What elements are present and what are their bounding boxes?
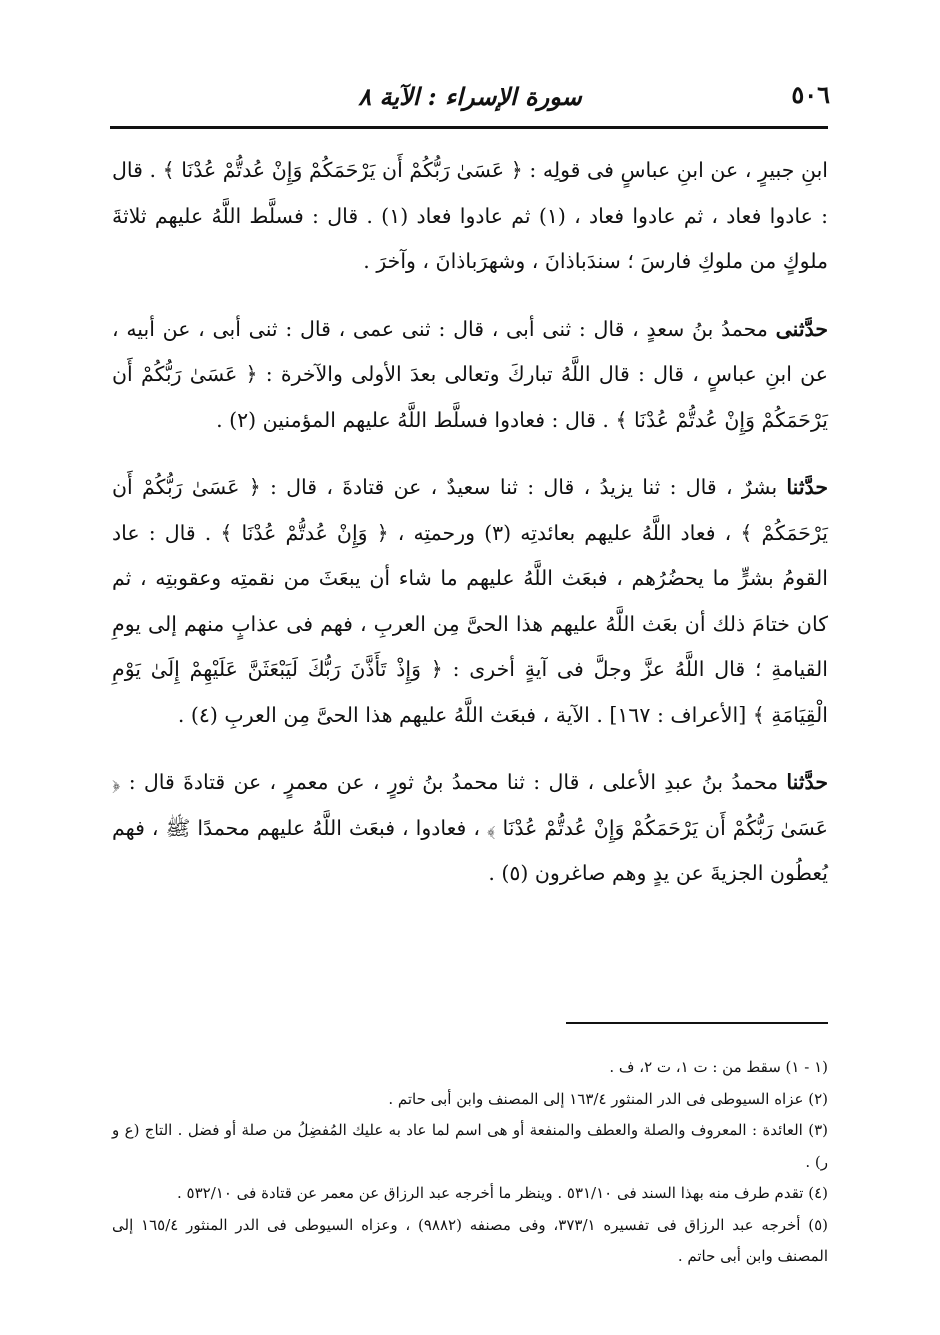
paragraph-lead: حدَّثنا [786,770,828,794]
footnote: (١ - ١) سقط من : ت ١، ت ٢، ف . [609,1058,828,1076]
paragraph [112,465,828,738]
paragraph-lead: حدَّثنى [775,316,828,341]
footnotes [112,1052,828,1273]
header-rule [110,126,828,129]
footnote: (٥) أخرجه عبد الرزاق فى تفسيره ٣٧٣/١، وفى مصنفه (٩٨٨٢) ، وعزاه السيوطى فى الدر المنثور ١٦٥/٤ إلى المصنف وابن أبى حاتم . [112,1215,828,1265]
running-title: سورة الإسراء : الآية ٨ [358,82,582,111]
paragraph-text: ابنِ جبيرٍ ، عن ابنِ عباسٍ فى قولِه : ﴿ عَسَىٰ رَبُّكُمْ أَن يَرْحَمَكُمْ وَإِنْ عُدتُّمْ عُدْنَا ﴾ . قال : عادوا فعاد ، ثم عادوا فعاد ، (١) ثم عادوا فعاد (١) . قال : فسلَّط اللَّهُ عليهم ثلاثةَ ملوكٍ من ملوكِ فارسَ ؛ سندَباذانَ ، وشهرَباذانَ ، وآخرَ . [112,158,829,273]
main-text [112,148,828,919]
paragraph [112,148,828,285]
footnote: (٣) العائدة : المعروف والصلة والعطف والمنفعة أو هى اسم لما عاد به عليك المُفضِلُ من صلة أو فضل . التاج (ع و ر) . [112,1121,828,1171]
paragraph-text: محمدُ بنُ عبدِ الأعلى ، قال : ثنا محمدُ بنُ ثورٍ ، عن معمرٍ ، عن قتادةَ قال : ﴿ عَسَىٰ رَبُّكُمْ أَن يَرْحَمَكُمْ وَإِنْ عُدتُّمْ عُدْنَا ﴾ ، فعادوا ، فبعَث اللَّهُ عليهم محمدًا ﷺ ، فهم يُعطُون الجزيةَ عن يدٍ وهم صاغرون (٥) . [112,770,828,885]
footnote: (٢) عزاه السيوطى فى الدر المنثور ١٦٣/٤ إلى المصنف وابن أبى حاتم . [388,1089,828,1108]
page-header [110,80,830,120]
paragraph-lead: حدَّثنا [786,475,828,499]
paragraph [112,307,828,444]
footnote: (٤) تقدم طرف منه بهذا السند فى ٥٣١/١٠ . وينظر ما أخرجه عبد الرزاق عن معمر عن قتادة فى ٥٣٢/١٠ . [177,1184,828,1202]
paragraph-text: بشرٌ ، قال : ثنا يزيدُ ، قال : ثنا سعيدٌ ، عن قتادةَ ، قال : ﴿ عَسَىٰ رَبُّكُمْ أَن يَرْحَمَكُمْ ﴾ ، فعاد اللَّهُ عليهم بعائدتِه (٣) ورحمتِه ، ﴿ وَإِنْ عُدتُّمْ عُدْنَا ﴾ . قال : عاد القومُ بشرٍّ ما يحضُرُهم ، فبعَث اللَّهُ عليهم ما شاء أن يبعَثَ من نقمتِه وعقوبتِه ، ثم كان ختامَ ذلك أن بعَث اللَّهُ عليهم هذا الحىَّ مِن العربِ ، فهم فى عذابٍ منهم إلى يومِ القيامةِ ؛ قال اللَّهُ عزَّ وجلَّ فى آيةٍ أخرى : ﴿ وَإِذْ تَأَذَّنَ رَبُّكَ لَيَبْعَثَنَّ عَلَيْهِمْ إِلَىٰ يَوْمِ الْقِيَامَةِ ﴾ [الأعراف : ١٦٧] . الآية ، فبعَث اللَّهُ عليهم هذا الحىَّ مِن العربِ (٤) . [112,475,828,727]
paragraph [112,760,828,897]
paragraph-text: محمدُ بنُ سعدٍ ، قال : ثنى أبى ، قال : ثنى عمى ، قال : ثنى أبى ، عن أبيه ، عن ابنِ عباسٍ ، قال : قال اللَّهُ تباركَ وتعالى بعدَ الأولى والآخرة : ﴿ عَسَىٰ رَبُّكُمْ أَن يَرْحَمَكُمْ وَإِنْ عُدتُّمْ عُدْنَا ﴾ . قال : فعادوا فسلَّط اللَّهُ عليهم المؤمنين (٢) . [112,316,828,432]
footnote-rule [566,1022,828,1024]
page-number: ٥٠٦ [791,80,830,109]
